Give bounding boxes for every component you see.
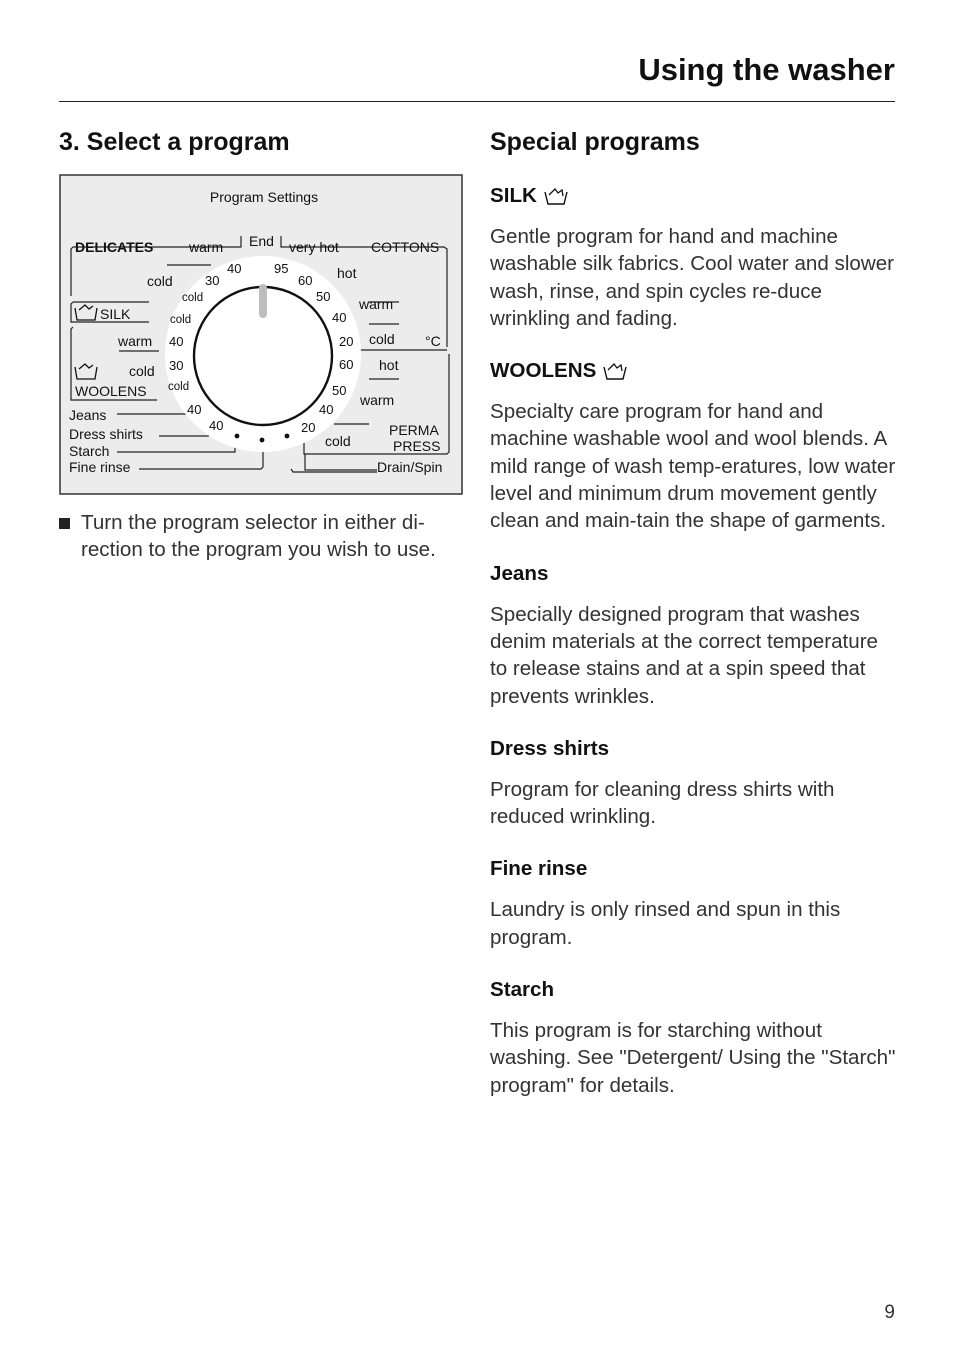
perma-cold: cold [325,433,351,449]
dial-20-bottom: 20 [301,420,316,435]
dial-40-bottom-left: 40 [187,402,202,417]
page-number: 9 [884,1302,895,1323]
program-panel-illustration [59,174,463,495]
hand-wash-icon [602,361,628,381]
dial-cold-1: cold [182,292,204,304]
celsius-label: °C [425,333,441,349]
dial-50-bottom: 50 [332,383,347,398]
cottons-label: COTTONS [371,239,440,255]
dial-30-top: 30 [205,273,220,288]
dial-40-bottom: 40 [209,418,224,433]
woolens-cold: cold [129,363,155,379]
dial-cold-3: cold [168,381,190,393]
cottons-hot: hot [337,265,357,281]
page-header-title: Using the washer [638,52,895,87]
program-settings-panel [59,174,463,495]
left-column [59,125,463,561]
perma-hot: hot [379,357,399,373]
dress-shirts-section [490,736,900,831]
instruction-text: Turn the program selector in either di-rection to the program you wish to use. [81,511,436,561]
starch-description: This program is for starching without washing. See "Detergent/ Using the "Starch" program" for details. [490,1019,896,1097]
cottons-warm: warm [359,296,394,312]
woolens-label: WOOLENS [75,383,147,399]
silk-label: SILK [100,306,131,322]
dial-30-left: 30 [169,358,184,373]
dial-pointer [259,284,267,318]
perma-label: PERMA [389,422,439,438]
dress-shirts-label: Dress shirts [69,426,143,442]
woolens-title-text: WOOLENS [490,359,597,383]
bullet-marker [59,518,70,529]
dial-40-top: 40 [227,261,242,276]
dial-cold-2: cold [170,314,192,326]
dress-shirts-title: Dress shirts [490,736,610,760]
fine-rinse-title: Fine rinse [490,857,588,881]
panel-title: Program Settings [209,189,319,205]
fine-rinse-description: Laundry is only rinsed and spun in this program. [490,898,841,949]
press-label: PRESS [393,438,441,454]
jeans-title: Jeans [490,561,549,585]
delicates-label: DELICATES [75,239,154,255]
hand-wash-icon [543,186,569,206]
dial-40-right: 40 [332,310,347,325]
right-column [490,125,900,1099]
delicates-cold: cold [147,273,173,289]
delicates-warm: warm [189,239,224,255]
instruction-bullet [59,509,469,563]
woolens-section [490,358,900,534]
cottons-cold: cold [369,331,395,347]
header-divider [59,101,895,102]
dial-40-bottom-right: 40 [319,402,334,417]
silk-title-text: SILK [490,184,537,207]
drain-spin-label: Drain/Spin [377,459,443,475]
very-hot-label: very hot [289,239,339,255]
end-label: End [249,233,274,249]
silk-section [490,183,900,332]
woolens-title [490,358,900,384]
jeans-description: Specially designed program that washes denim materials at the correct temperature to release stains and at a spin speed that prevents wrinkles. [490,602,879,708]
dial-20-right: 20 [339,334,354,349]
fine-rinse-section [490,856,900,951]
perma-warm: warm [360,392,395,408]
dial-50-top: 50 [316,289,331,304]
special-programs-heading: Special programs [490,128,700,156]
fine-rinse-label: Fine rinse [69,459,131,475]
dress-shirts-description: Program for cleaning dress shirts with reduced wrinkling. [490,777,835,829]
starch-label: Starch [69,443,110,459]
starch-title: Starch [490,978,555,1002]
silk-warm: warm [118,333,153,349]
dial-60-top: 60 [298,273,313,288]
dial-95: 95 [274,261,289,276]
silk-description: Gentle program for hand and machine washable silk fabrics. Cool water and slower wash, rinse, and spin cycles re-duce wrinkling and fading. [490,225,895,330]
select-program-heading: 3. Select a program [59,128,290,156]
starch-section [490,977,900,1099]
silk-title [490,183,900,209]
dial-60-right: 60 [339,357,354,372]
jeans-label: Jeans [69,407,107,423]
jeans-section [490,561,900,710]
dial-40-left: 40 [169,334,184,349]
woolens-description: Specialty care program for hand and machine washable wool and wool blends. A mild range of wash temp-eratures, low water level and minimum drum movement gently clean and main-tain the shape of garments. [490,400,896,533]
